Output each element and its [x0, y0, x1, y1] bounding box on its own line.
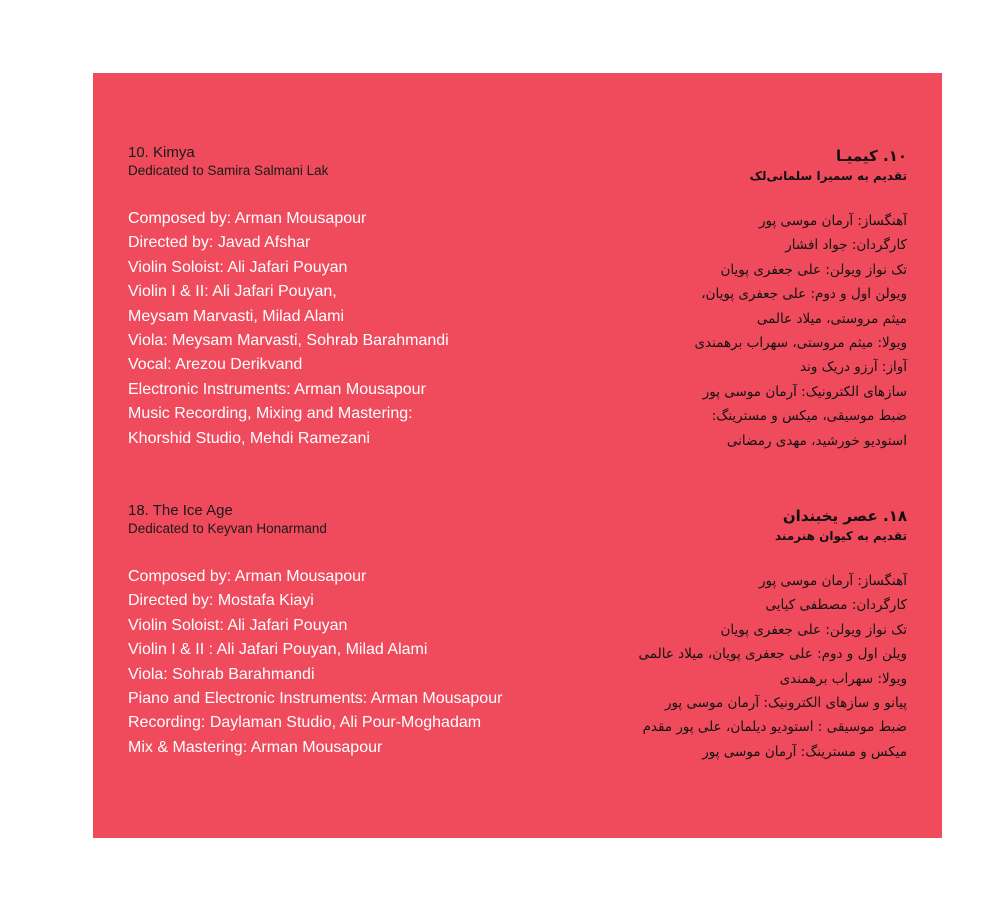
credit-line-fa: آهنگساز: آرمان موسی پور [758, 573, 907, 589]
credit-line: Khorshid Studio, Mehdi Ramezani [128, 429, 370, 447]
credit-line-fa: ویولا: سهراب برهمندی [779, 670, 907, 687]
credit-line: Meysam Marvasti, Milad Alami [128, 307, 345, 325]
track-title: 10. Kimya [128, 144, 195, 161]
credit-line-fa: ویلن اول و دوم: علی جعفری پویان، میلاد عالمی [638, 646, 907, 663]
track-dedication-fa: تقدیم به کیوان هنرمند [774, 529, 907, 543]
credit-line-fa: آهنگساز: آرمان موسی پور [758, 213, 907, 229]
section-ice-age-fa [507, 506, 907, 764]
credit-line-fa: ضبط موسیقی، میکس و مسترینگ: [711, 408, 907, 425]
credit-line: Mix & Mastering: Arman Mousapour [128, 738, 383, 756]
credit-line-fa: میثم مروستی، میلاد عالمی [756, 310, 907, 327]
credit-line: Violin Soloist: Ali Jafari Pouyan [128, 616, 348, 634]
credit-line: Violin I & II : Ali Jafari Pouyan, Milad Alami [128, 641, 428, 659]
credit-line-fa: تک نواز ویولن: علی جعفری پویان [720, 621, 907, 638]
credit-line: Composed by: Arman Mousapour [128, 210, 367, 227]
credit-line: Directed by: Mostafa Kiayi [128, 592, 314, 610]
credit-line-fa: پیانو و سازهای الکترونیک: آرمان موسی پور [664, 695, 907, 712]
credit-line: Viola: Sohrab Barahmandi [128, 665, 315, 683]
credit-line: Viola: Meysam Marvasti, Sohrab Barahmandi [128, 332, 449, 350]
credit-line-fa: میکس و مسترینگ: آرمان موسی پور [702, 743, 907, 760]
track-title: 18. The Ice Age [128, 502, 233, 519]
credit-line: Composed by: Arman Mousapour [128, 568, 367, 585]
credit-line: Violin I & II: Ali Jafari Pouyan, [128, 283, 337, 301]
credit-line: Electronic Instruments: Arman Mousapour [128, 380, 426, 398]
track-dedication: Dedicated to Samira Salmani Lak [128, 163, 329, 178]
section-kimya-en [128, 144, 548, 451]
credit-line: Recording: Daylaman Studio, Ali Pour-Moghadam [128, 714, 482, 732]
credit-line-fa: تک نواز ویولن: علی جعفری پویان [720, 261, 907, 278]
credit-line-fa: ضبط موسیقی : استودیو دیلمان، علی پور مقدم [642, 719, 907, 736]
credit-line: Music Recording, Mixing and Mastering: [128, 405, 413, 423]
credit-line: Piano and Electronic Instruments: Arman Mousapour [128, 690, 503, 708]
credit-line: Vocal: Arezou Derikvand [128, 356, 303, 374]
credit-line-fa: آواز: آرزو دریک وند [799, 359, 907, 376]
track-title-fa: ۱۸. عصر یخبندان [782, 507, 907, 525]
credit-line-fa: ویولن اول و دوم: علی جعفری پویان، [701, 286, 907, 303]
credit-line: Violin Soloist: Ali Jafari Pouyan [128, 258, 348, 276]
credit-line-fa: کارگردان: مصطفی کیایی [765, 597, 907, 614]
credit-line-fa: استودیو خورشید، مهدی رمضانی [726, 432, 907, 449]
credit-line: Directed by: Javad Afshar [128, 234, 311, 252]
credit-line-fa: سازهای الکترونیک: آرمان موسی پور [702, 383, 907, 400]
section-ice-age-en [128, 502, 548, 760]
track-title-fa: ۱۰. کیمیـا [835, 147, 907, 165]
credit-line-fa: کارگردان: جواد افشار [785, 237, 907, 254]
track-dedication: Dedicated to Keyvan Honarmand [128, 521, 327, 536]
credit-line-fa: ویولا: میثم مروستی، سهراب برهمندی [694, 335, 907, 352]
section-kimya-fa [507, 146, 907, 453]
track-dedication-fa: تقدیم به سمیرا سلمانی‌لک [749, 169, 907, 183]
